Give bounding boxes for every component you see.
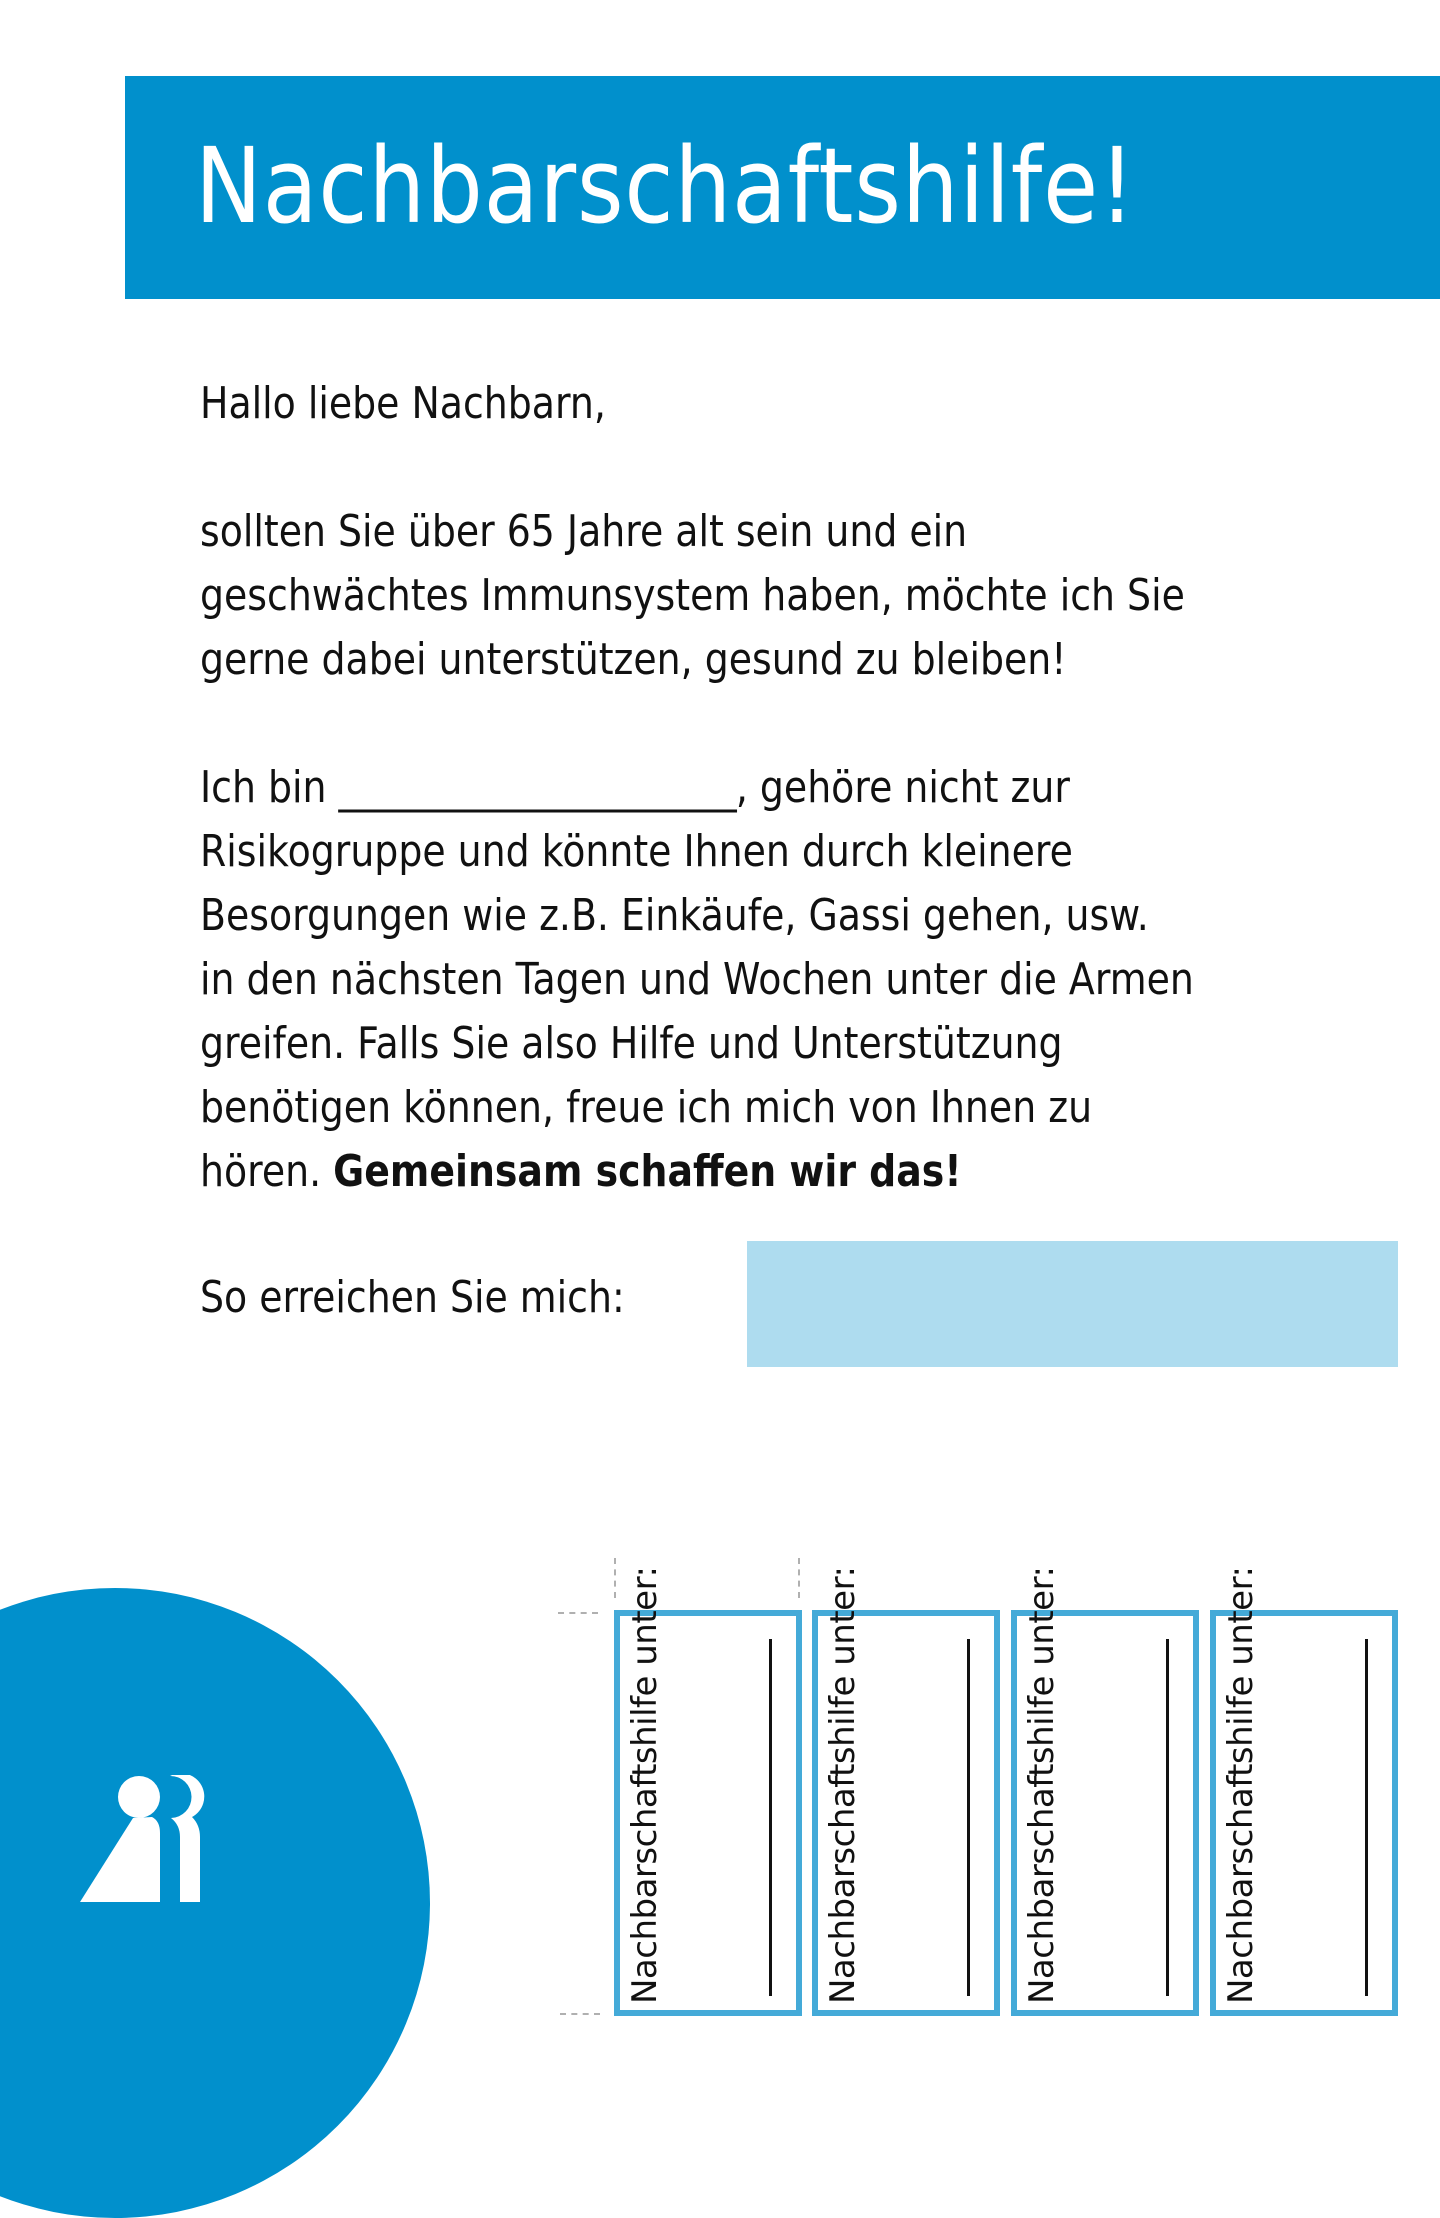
strip-label: Nachbarschaftshilfe unter: (823, 1566, 863, 2004)
logo-circle (0, 1588, 430, 2218)
name-prefix: Ich bin (200, 762, 339, 813)
strip-label: Nachbarschaftshilfe unter: (1022, 1566, 1062, 2004)
write-line (967, 1639, 970, 1996)
strip-label: Nachbarschaftshilfe unter: (1221, 1566, 1261, 2004)
text-line: benötigen können, freue ich mich von Ihnen zu (200, 1082, 1093, 1133)
greeting: Hallo liebe Nachbarn, (200, 378, 606, 429)
text-line: greifen. Falls Sie also Hilfe und Unterstützung (200, 1018, 1063, 1069)
write-line (1166, 1639, 1169, 1996)
cut-guide (798, 1558, 800, 1598)
tear-off-strip[interactable] (614, 1566, 802, 2016)
cut-guide (560, 2013, 600, 2015)
write-line (769, 1639, 772, 1996)
header-banner (125, 76, 1440, 299)
paragraph-intro (200, 500, 1387, 692)
letter-body (200, 372, 1387, 1204)
tear-off-strip[interactable] (812, 1566, 1000, 2016)
page-title: Nachbarschaftshilfe! (195, 125, 1136, 247)
text-line: geschwächtes Immunsystem haben, möchte ich Sie (200, 570, 1185, 621)
text-line: gerne dabei unterstützen, gesund zu bleiben! (200, 634, 1067, 685)
text-line: in den nächsten Tagen und Wochen unter die Armen (200, 954, 1194, 1005)
text-line: sollten Sie über 65 Jahre alt sein und ein (200, 506, 968, 557)
closing-line (200, 1140, 1387, 1204)
paragraph-offer (200, 756, 1387, 1204)
cut-guide (614, 1558, 616, 1598)
two-people-icon (80, 1775, 210, 1910)
closing-slogan: Gemeinsam schaffen wir das! (333, 1146, 962, 1197)
name-blank-field[interactable]: ______________________ (338, 762, 736, 813)
text-line: Besorgungen wie z.B. Einkäufe, Gassi gehen, usw. (200, 890, 1149, 941)
name-line (200, 756, 1387, 820)
contact-field[interactable] (747, 1241, 1398, 1367)
text-line: Risikogruppe und könnte Ihnen durch kleinere (200, 826, 1073, 877)
strip-label: Nachbarschaftshilfe unter: (625, 1566, 665, 2004)
contact-label: So erreichen Sie mich: (200, 1272, 625, 1323)
name-suffix: , gehöre nicht zur (735, 762, 1070, 813)
tear-off-strip[interactable] (1210, 1566, 1398, 2016)
tear-off-strip[interactable] (1011, 1566, 1199, 2016)
closing-prefix: hören. (200, 1146, 334, 1197)
cut-guide (558, 1612, 598, 1614)
write-line (1365, 1639, 1368, 1996)
